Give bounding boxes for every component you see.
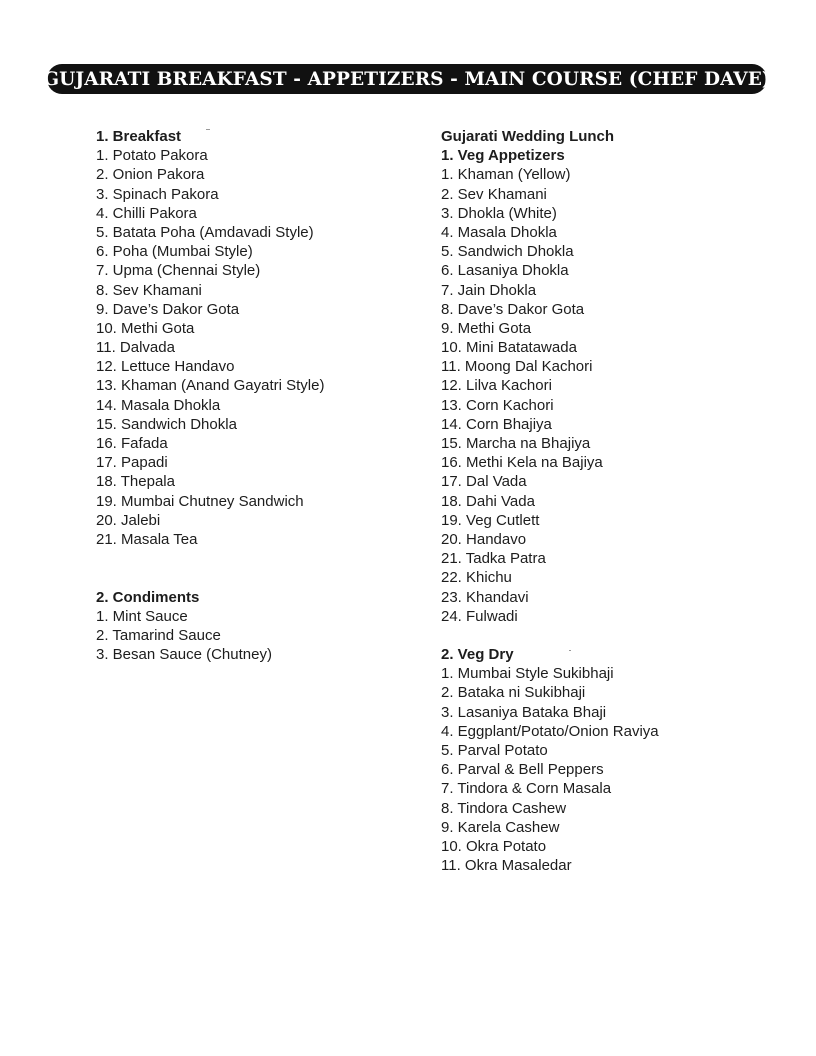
title-banner [43,64,771,94]
menu-item: 8. Dave’s Dakor Gota [441,300,585,318]
menu-item: 18. Thepala [96,473,175,491]
menu-item: 17. Dal Vada [441,473,527,491]
menu-item: 5. Sandwich Dhokla [441,243,574,261]
spacer [441,626,781,645]
menu-item: 1. Khaman (Yellow) [441,166,571,184]
menu-item: 5. Batata Poha (Amdavadi Style) [96,223,314,241]
menu-item: 23. Khandavi [441,588,529,606]
menu-item: 3. Spinach Pakora [96,185,219,203]
menu-item: 13. Khaman (Anand Gayatri Style) [96,377,325,395]
menu-item: 1. Potato Pakora [96,147,208,165]
spacer [96,549,416,587]
menu-item: 12. Lilva Kachori [441,377,552,395]
menu-item: 15. Marcha na Bhajiya [441,435,591,452]
menu-item: 22. Khichu [441,569,512,587]
menu-item: 14. Corn Bhajiya [441,415,552,433]
menu-item: 7. Jain Dhokla [441,281,537,299]
menu-item: 10. Mini Batatawada [441,339,577,357]
menu-item: 14. Masala Dhokla [96,396,221,414]
menu-item: 17. Papadi [96,454,168,472]
menu-item: 24. Fulwadi [441,607,518,625]
menu-item: 6. Lasaniya Dhokla [441,262,569,280]
menu-item: 9. Methi Gota [441,319,532,337]
menu-item: 19. Mumbai Chutney Sandwich [96,492,304,510]
menu-item: 3. Lasaniya Bataka Bhaji [441,703,607,721]
menu-item: 2. Onion Pakora [96,166,205,184]
menu-item: 5. Parval Potato [441,742,548,759]
right-column [441,127,781,875]
menu-item: 11. Dalvada [96,339,175,357]
menu-item: 4. Chilli Pakora [96,204,197,222]
menu-item: 7. Upma (Chennai Style) [96,262,261,280]
menu-item: 6. Poha (Mumbai Style) [96,243,253,261]
menu-item: 16. Methi Kela na Bajiya [441,454,603,472]
section-heading-veg-dry: 2. Veg Dry [441,646,514,664]
menu-item: 18. Dahi Vada [441,492,535,510]
menu-item: 11. Okra Masaledar [441,857,572,875]
menu-item: 7. Tindora & Corn Masala [441,780,612,798]
menu-item: 10. Methi Gota [96,319,195,337]
menu-item: 4. Masala Dhokla [441,223,557,241]
section-heading-veg-appetizers: 1. Veg Appetizers [441,147,565,165]
page-title: GUJARATI BREAKFAST - APPETIZERS - MAIN COURSE (CHEF DAVE) [43,68,771,90]
menu-item: 2. Bataka ni Sukibhaji [441,684,586,702]
menu-item: 11. Moong Dal Kachori [441,358,593,376]
section-heading-condiments: 2. Condiments [96,588,200,606]
menu-item: 9. Dave’s Dakor Gota [96,300,240,318]
menu-item: 3. Besan Sauce (Chutney) [96,646,272,664]
menu-item: 9. Karela Cashew [441,818,560,836]
left-column [96,127,416,664]
menu-item: 4. Eggplant/Potato/Onion Raviya [441,722,659,740]
veg-appetizers-list [441,165,781,626]
menu-item: 20. Handavo [441,530,527,548]
menu-item: 1. Mint Sauce [96,607,188,625]
menu-item: 15. Sandwich Dhokla [96,415,237,433]
menu-item: 8. Tindora Cashew [441,799,567,817]
menu-item: 16. Fafada [96,435,168,452]
breakfast-list [96,146,416,549]
menu-item: 13. Corn Kachori [441,396,554,414]
menu-item: 12. Lettuce Handavo [96,358,235,376]
menu-item: 8. Sev Khamani [96,281,202,299]
menu-item: 1. Mumbai Style Sukibhaji [441,665,614,683]
menu-item: 21. Tadka Patra [441,550,546,568]
condiments-list [96,607,416,665]
menu-item: 3. Dhokla (White) [441,204,557,222]
veg-dry-list [441,664,781,875]
section-heading-breakfast: 1. Breakfast [96,128,182,145]
menu-item: 2. Sev Khamani [441,185,547,203]
menu-item: 2. Tamarind Sauce [96,626,221,644]
section-title-wedding-lunch: Gujarati Wedding Lunch [441,128,615,145]
menu-item: 20. Jalebi [96,511,161,529]
menu-item: 19. Veg Cutlett [441,511,540,529]
menu-item: 6. Parval & Bell Peppers [441,761,604,779]
menu-item: 10. Okra Potato [441,837,547,855]
menu-item: 21. Masala Tea [96,530,198,548]
